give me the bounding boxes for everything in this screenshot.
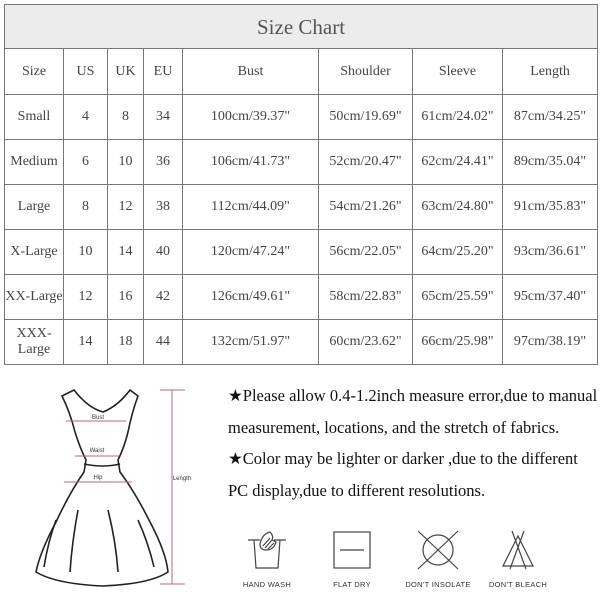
care-icons xyxy=(220,530,600,598)
table-cell-shoulder: 60cm/23.62" xyxy=(319,320,413,365)
care-hand-wash xyxy=(222,530,312,589)
care-label: FLAT DRY xyxy=(333,580,371,589)
table-cell-sleeve: 61cm/24.02" xyxy=(413,95,503,140)
table-cell-eu: 38 xyxy=(144,185,183,230)
table-cell-shoulder: 54cm/21.26" xyxy=(319,185,413,230)
table-row xyxy=(5,230,598,275)
table-cell-us: 8 xyxy=(64,185,108,230)
column-header-length: Length xyxy=(503,49,598,95)
table-cell-uk: 10 xyxy=(108,140,144,185)
table-cell-bust: 106cm/41.73" xyxy=(183,140,319,185)
table-cell-sleeve: 63cm/24.80" xyxy=(413,185,503,230)
size-table xyxy=(4,4,598,365)
table-cell-us: 6 xyxy=(64,140,108,185)
table-cell-bust: 120cm/47.24" xyxy=(183,230,319,275)
table-cell-uk: 8 xyxy=(108,95,144,140)
column-header-bust: Bust xyxy=(183,49,319,95)
table-cell-shoulder: 58cm/22.83" xyxy=(319,275,413,320)
table-cell-sleeve: 62cm/24.41" xyxy=(413,140,503,185)
table-cell-length: 87cm/34.25" xyxy=(503,95,598,140)
table-cell-size: X-Large xyxy=(5,230,64,275)
column-header-size: Size xyxy=(5,49,64,95)
header-row xyxy=(5,49,598,95)
table-cell-size: Small xyxy=(5,95,64,140)
table-cell-eu: 34 xyxy=(144,95,183,140)
table-row xyxy=(5,95,598,140)
care-label: DON'T BLEACH xyxy=(488,580,548,589)
table-cell-bust: 100cm/39.37" xyxy=(183,95,319,140)
table-cell-us: 4 xyxy=(64,95,108,140)
bust-label: Bust xyxy=(91,415,105,421)
table-cell-eu: 42 xyxy=(144,275,183,320)
table-cell-eu: 44 xyxy=(144,320,183,365)
table-cell-sleeve: 65cm/25.59" xyxy=(413,275,503,320)
care-dont-insolate xyxy=(393,530,483,589)
dont-bleach-icon xyxy=(493,530,543,570)
hip-label: Hip xyxy=(93,475,103,481)
waist-label: Waist xyxy=(89,448,105,454)
table-cell-size: Medium xyxy=(5,140,64,185)
table-cell-size: XXX- Large xyxy=(5,320,64,365)
column-header-eu: EU xyxy=(144,49,183,95)
note-color: ★Color may be lighter or darker ,due to the different PC display,due to different resolutions. xyxy=(228,449,578,500)
table-row xyxy=(5,185,598,230)
table-cell-bust: 132cm/51.97" xyxy=(183,320,319,365)
table-cell-eu: 40 xyxy=(144,230,183,275)
table-cell-sleeve: 66cm/25.98" xyxy=(413,320,503,365)
table-cell-bust: 126cm/49.61" xyxy=(183,275,319,320)
table-title: Size Chart xyxy=(5,5,598,49)
table-cell-us: 12 xyxy=(64,275,108,320)
dress-diagram xyxy=(0,372,215,598)
dont-insolate-icon xyxy=(413,530,463,570)
table-cell-us: 10 xyxy=(64,230,108,275)
table-cell-uk: 14 xyxy=(108,230,144,275)
table-row xyxy=(5,320,598,365)
hand-wash-icon xyxy=(242,530,292,570)
table-cell-bust: 112cm/44.09" xyxy=(183,185,319,230)
table-cell-eu: 36 xyxy=(144,140,183,185)
table-row xyxy=(5,275,598,320)
note-measure-error: ★Please allow 0.4-1.2inch measure error,due to manual measurement, locations, and the stretch of fabrics. xyxy=(228,386,598,437)
table-cell-us: 14 xyxy=(64,320,108,365)
table-cell-uk: 12 xyxy=(108,185,144,230)
care-flat-dry xyxy=(307,530,397,589)
length-label: Length xyxy=(172,476,192,482)
table-cell-shoulder: 56cm/22.05" xyxy=(319,230,413,275)
table-row xyxy=(5,140,598,185)
table-cell-size: Large xyxy=(5,185,64,230)
table-cell-uk: 18 xyxy=(108,320,144,365)
notes xyxy=(228,380,598,506)
care-dont-bleach xyxy=(473,530,563,589)
table-cell-size: XX-Large xyxy=(5,275,64,320)
care-label: HAND WASH xyxy=(242,580,292,589)
column-header-us: US xyxy=(64,49,108,95)
column-header-shoulder: Shoulder xyxy=(319,49,413,95)
table-cell-shoulder: 50cm/19.69" xyxy=(319,95,413,140)
table-cell-length: 97cm/38.19" xyxy=(503,320,598,365)
column-header-sleeve: Sleeve xyxy=(413,49,503,95)
flat-dry-icon xyxy=(327,530,377,570)
table-cell-shoulder: 52cm/20.47" xyxy=(319,140,413,185)
table-cell-uk: 16 xyxy=(108,275,144,320)
column-header-uk: UK xyxy=(108,49,144,95)
care-label: DON'T INSOLATE xyxy=(405,580,471,589)
table-cell-length: 93cm/36.61" xyxy=(503,230,598,275)
table-cell-length: 91cm/35.83" xyxy=(503,185,598,230)
table-cell-length: 95cm/37.40" xyxy=(503,275,598,320)
table-cell-sleeve: 64cm/25.20" xyxy=(413,230,503,275)
table-cell-length: 89cm/35.04" xyxy=(503,140,598,185)
